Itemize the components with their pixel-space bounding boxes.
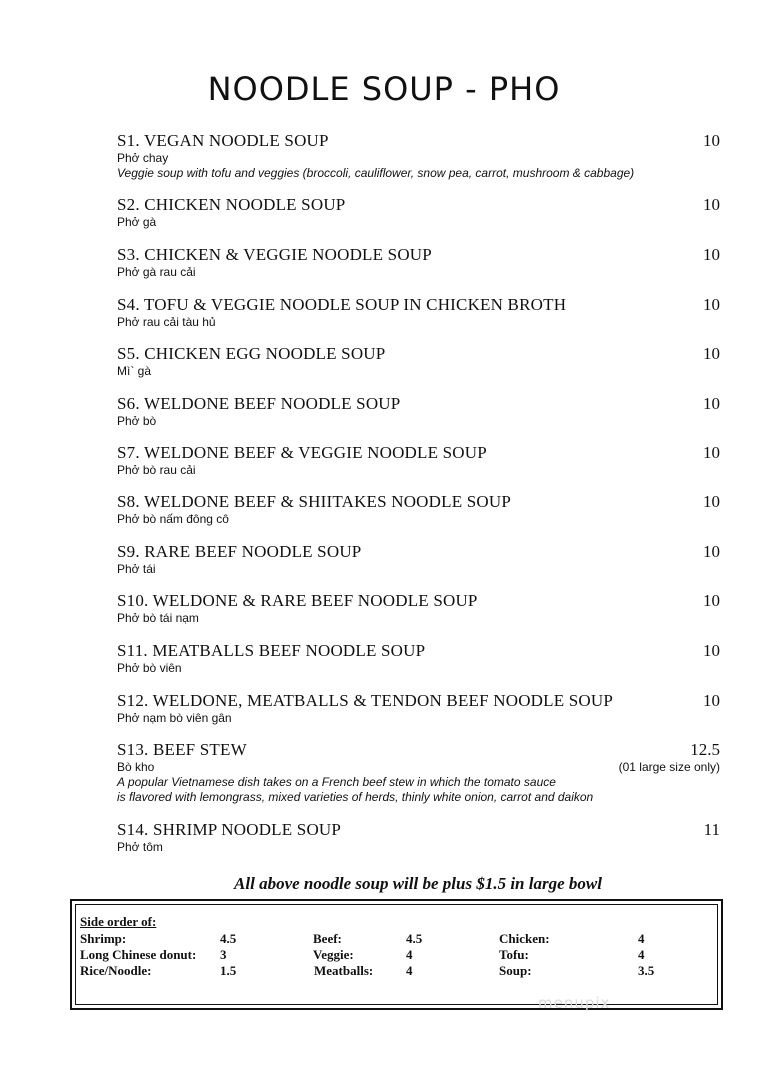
item-vietnamese-name: Phở bò nấm đông cô [117, 512, 229, 526]
item-price: 11 [703, 820, 720, 839]
side-item-price: 3 [220, 947, 227, 962]
item-name: S6. WELDONE BEEF NOODLE SOUP [117, 394, 401, 413]
side-item-label: Tofu: [499, 947, 529, 962]
menu-item [117, 245, 720, 280]
item-price: 10 [703, 344, 720, 363]
item-price: 10 [703, 641, 720, 660]
item-name: S2. CHICKEN NOODLE SOUP [117, 195, 346, 214]
item-price: 10 [703, 245, 720, 264]
item-description: A popular Vietnamese dish takes on a French beef stew in which the tomato sauce [117, 775, 556, 789]
menu-item [117, 820, 720, 855]
item-name: S10. WELDONE & RARE BEEF NOODLE SOUP [117, 591, 478, 610]
item-vietnamese-name: Phở tôm [117, 840, 163, 854]
menu-item [117, 691, 720, 726]
menu-item [117, 542, 720, 577]
item-vietnamese-name: Phở nạm bò viên gân [117, 711, 232, 725]
side-item-label: Beef: [313, 931, 342, 946]
menu-item [117, 394, 720, 429]
menu-item [117, 443, 720, 478]
item-name: S5. CHICKEN EGG NOODLE SOUP [117, 344, 386, 363]
item-size-note: (01 large size only) [618, 760, 720, 774]
item-vietnamese-name: Phở bò [117, 414, 157, 428]
menu-item [117, 591, 720, 626]
item-price: 10 [703, 195, 720, 214]
item-vietnamese-name: Phở bò rau cải [117, 463, 196, 477]
item-vietnamese-name: Phở rau cải tàu hủ [117, 315, 216, 329]
side-order-title: Side order of: [80, 914, 157, 929]
item-name: S13. BEEF STEW [117, 740, 247, 759]
item-name: S4. TOFU & VEGGIE NOODLE SOUP IN CHICKEN BROTH [117, 295, 567, 314]
item-vietnamese-name: Bò kho [117, 760, 155, 774]
item-name: S9. RARE BEEF NOODLE SOUP [117, 542, 362, 561]
item-name: S11. MEATBALLS BEEF NOODLE SOUP [117, 641, 426, 660]
side-item-label: Rice/Noodle: [80, 963, 152, 978]
side-item-price: 4.5 [220, 931, 237, 946]
menu-item [117, 131, 720, 181]
item-vietnamese-name: Phở chay [117, 151, 169, 165]
item-vietnamese-name: Mì` gà [117, 364, 152, 378]
item-vietnamese-name: Phở gà [117, 215, 157, 229]
menu-item [117, 641, 720, 676]
item-name: S14. SHRIMP NOODLE SOUP [117, 820, 342, 839]
side-item-label: Soup: [499, 963, 532, 978]
item-price: 10 [703, 691, 720, 710]
side-item-label: Long Chinese donut: [80, 947, 197, 962]
side-item-label: Veggie: [313, 947, 354, 962]
menu-item [117, 492, 720, 527]
item-name: S8. WELDONE BEEF & SHIITAKES NOODLE SOUP [117, 492, 512, 511]
item-price: 10 [703, 394, 720, 413]
item-vietnamese-name: Phở gà rau cải [117, 265, 196, 279]
item-price: 10 [703, 591, 720, 610]
side-item-label: Shrimp: [80, 931, 127, 946]
side-item-price: 3.5 [638, 963, 655, 978]
side-item-price: 4 [406, 963, 413, 978]
item-price: 10 [703, 131, 720, 150]
item-name: S12. WELDONE, MEATBALLS & TENDON BEEF NOODLE SOUP [117, 691, 614, 710]
menu-item [117, 195, 720, 230]
item-price: 10 [703, 295, 720, 314]
large-bowl-note: All above noodle soup will be plus $1.5 in large bowl [234, 874, 602, 893]
side-item-price: 4 [638, 931, 645, 946]
item-price: 10 [703, 443, 720, 462]
side-item-price: 1.5 [220, 963, 237, 978]
page-title: NOODLE SOUP - PHO [207, 70, 561, 108]
item-description: Veggie soup with tofu and veggies (broccoli, cauliflower, snow pea, carrot, mushroom & cabbage) [117, 166, 635, 180]
side-item-price: 4.5 [406, 931, 423, 946]
side-item-label: Meatballs: [314, 963, 374, 978]
item-vietnamese-name: Phở bò tái nạm [117, 611, 199, 625]
menu-item [117, 344, 720, 379]
item-price: 10 [703, 542, 720, 561]
menu-item [117, 740, 720, 805]
item-name: S1. VEGAN NOODLE SOUP [117, 131, 329, 150]
side-item-price: 4 [638, 947, 645, 962]
item-name: S7. WELDONE BEEF & VEGGIE NOODLE SOUP [117, 443, 487, 462]
side-item-price: 4 [406, 947, 413, 962]
side-item-label: Chicken: [499, 931, 550, 946]
watermark-logo: menupix [538, 994, 611, 1012]
menu-item [117, 295, 720, 330]
item-vietnamese-name: Phở bò viên [117, 661, 182, 675]
item-description-line-2: is flavored with lemongrass, mixed varieties of herds, thinly white onion, carrot and daikon [117, 790, 594, 804]
item-name: S3. CHICKEN & VEGGIE NOODLE SOUP [117, 245, 432, 264]
item-price: 12.5 [690, 740, 720, 759]
item-vietnamese-name: Phở tái [117, 562, 156, 576]
item-price: 10 [703, 492, 720, 511]
